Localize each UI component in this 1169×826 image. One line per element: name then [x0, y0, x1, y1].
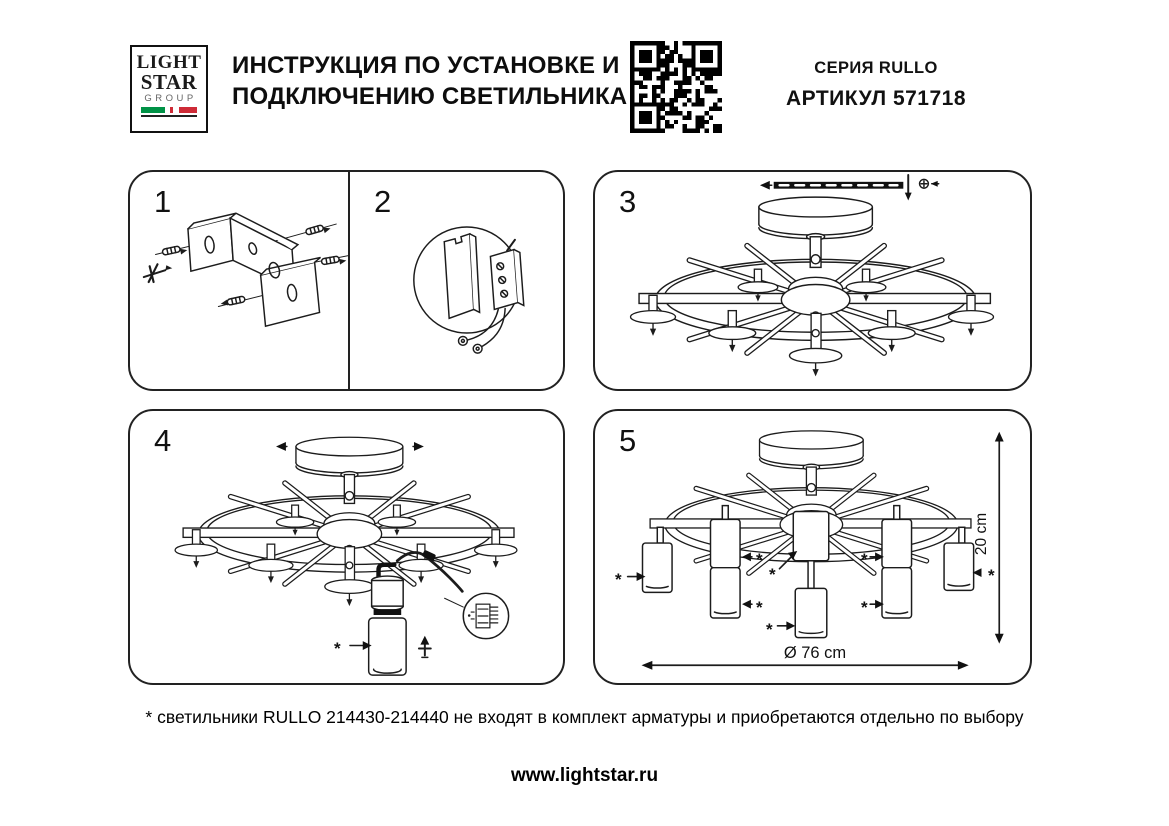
website-url: www.lightstar.ru — [510, 765, 659, 786]
asterisk-marker: * — [861, 598, 868, 617]
flag-green-stripe — [141, 107, 165, 113]
logo-word-group: GROUP — [144, 93, 197, 104]
title-line-2: ПОДКЛЮЧЕНИЮ СВЕТИЛЬНИКА — [232, 83, 628, 110]
asterisk-marker: * — [756, 550, 763, 569]
asterisk-marker: * — [615, 570, 622, 589]
flag-red-stripe — [179, 107, 197, 113]
mounting-bracket — [188, 213, 321, 326]
asterisk-marker: * — [861, 550, 868, 569]
left-arrow-icon — [760, 181, 770, 190]
terminal-block — [490, 240, 523, 310]
qr-code — [630, 41, 722, 133]
step-4-number: 4 — [154, 423, 172, 458]
lightstar-logo — [130, 45, 208, 133]
asterisk-marker: * — [766, 620, 773, 639]
page-title — [232, 50, 627, 112]
title-line-1: ИНСТРУКЦИЯ ПО УСТАНОВКЕ И — [232, 52, 620, 79]
height-dimension-label: 20 cm — [973, 512, 990, 556]
flag-white-stripe — [165, 107, 180, 113]
asterisk-marker: * — [769, 565, 776, 584]
italy-flag-icon — [141, 107, 197, 113]
flag-underline — [141, 115, 197, 117]
left-arrow-icon — [276, 442, 286, 451]
step-1-drawing-mounting-bracket — [130, 172, 349, 389]
step-2-drawing-wiring-detail — [349, 172, 567, 389]
height-dimension-arrow — [995, 432, 1004, 644]
step-5-drawing-finished-fixture — [595, 411, 1030, 683]
logo-word-light: LIGHT — [136, 52, 202, 73]
cover-plate — [444, 234, 479, 318]
diameter-dimension-label: Ø 76 cm — [783, 644, 847, 662]
step-5-number: 5 — [619, 423, 637, 458]
down-arrow-icon — [905, 193, 912, 201]
step-2-number: 2 — [374, 184, 392, 219]
asterisk-marker: * — [988, 566, 995, 585]
step-3-drawing-frame-assembly — [595, 172, 1030, 389]
step-1-2-panel — [128, 170, 565, 391]
step-1-number: 1 — [154, 184, 172, 219]
mounting-bar — [760, 175, 939, 201]
footnote: * светильники RULLO 214430-214440 не входят в комплект арматуры и приобретаются отдельно по выбору — [145, 707, 1024, 727]
step-3-panel — [593, 170, 1032, 391]
wing-screw-icon — [144, 264, 172, 282]
connector-inset — [445, 593, 509, 638]
step-4-drawing-lamp-wiring — [130, 411, 563, 683]
screw-icon — [920, 179, 939, 188]
product-info — [762, 59, 990, 111]
logo-word-star: STAR — [140, 70, 198, 94]
asterisk-marker: * — [756, 598, 763, 617]
step-3-number: 3 — [619, 184, 637, 219]
right-arrow-icon — [414, 442, 424, 451]
screw-up-icon — [419, 636, 431, 658]
asterisk-marker: * — [334, 639, 341, 658]
step-5-panel — [593, 409, 1032, 685]
flag-red-tick — [170, 107, 173, 113]
step-4-panel — [128, 409, 565, 685]
series-label: СЕРИЯ RULLO — [814, 59, 938, 77]
article-label: АРТИКУЛ 571718 — [785, 87, 967, 110]
